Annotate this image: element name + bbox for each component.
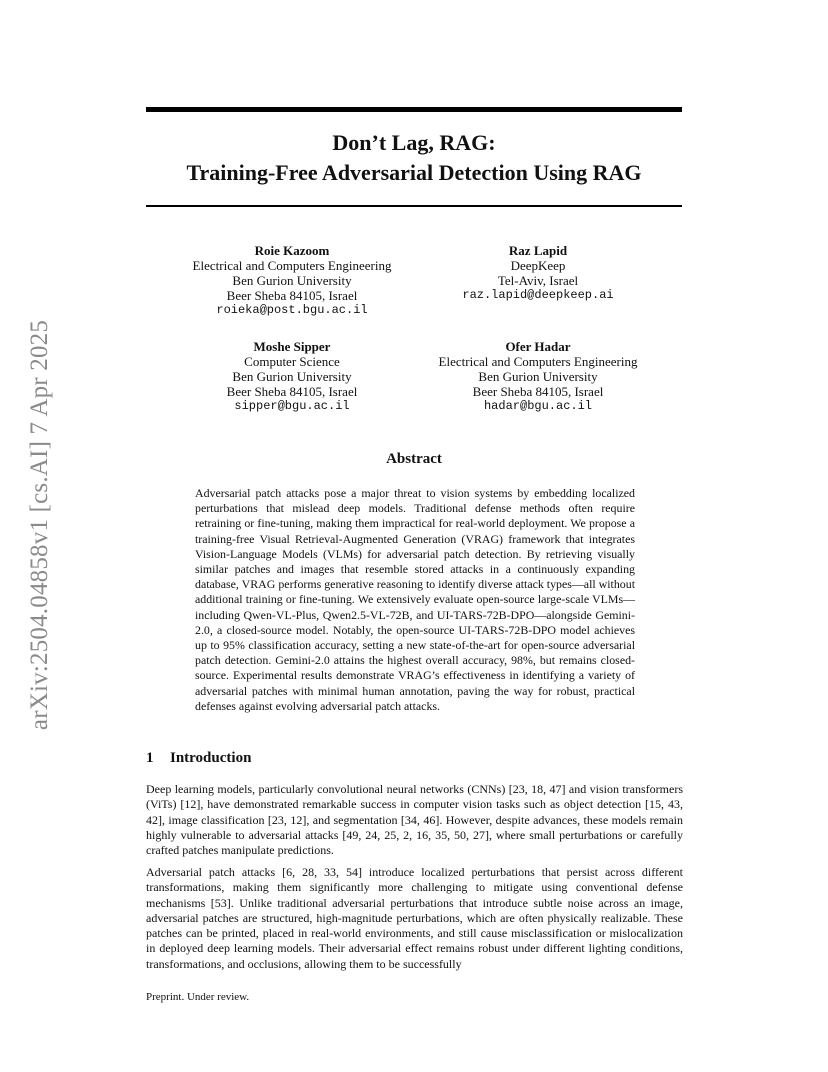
author-affiliation: DeepKeep	[510, 258, 566, 273]
abstract-body: Adversarial patch attacks pose a major threat to vision systems by embedding localized perturbations that mislead deep models. Traditional defense methods often require retraining or fine-tuning, making them impractical for real-world deployment. We propose a training-free Visual Retrieval-Augmented Generation (VRAG) framework that integrates Vision-Language Models (VLMs) for adversarial patch detection. By retrieving visually similar patches and images that resemble stored attacks in a continuously expanding database, VRAG performs generative reasoning to identify diverse attack types—all without additional training or fine-tuning. We extensively evaluate open-source large-scale VLMs—including Qwen-VL-Plus, Qwen2.5-VL-72B, and UI-TARS-72B-DPO—alongside Gemini-2.0, a closed-source model. Notably, the open-source UI-TARS-72B-DPO model achieves up to 95% classification accuracy, setting a new state-of-the-art for open-source adversarial patch detection. Gemini-2.0 attains the highest overall accuracy, 98%, but remains closed-source. Experimental results demonstrate VRAG’s effectiveness in identifying a variety of adversarial patches with minimal human annotation, paving the way for robust, practical defenses against evolving adversarial patch attacks.	[195, 486, 635, 713]
author-email: hadar@bgu.ac.il	[483, 399, 593, 413]
author-affiliation: Beer Sheba 84105, Israel	[226, 384, 358, 399]
author-name: Ofer Hadar	[505, 339, 571, 354]
author-block	[418, 243, 658, 303]
author-block	[418, 339, 658, 414]
abstract-heading: Abstract	[386, 451, 442, 467]
arxiv-stamp	[16, 300, 64, 750]
author-email: raz.lapid@deepkeep.ai	[462, 288, 614, 302]
author-email: sipper@bgu.ac.il	[234, 399, 350, 413]
page-footer: Preprint. Under review.	[146, 991, 250, 1003]
arxiv-stamp-text: arXiv:2504.04858v1 [cs.AI] 7 Apr 2025	[26, 319, 53, 731]
author-affiliation: Ben Gurion University	[232, 369, 352, 384]
section-title: Introduction	[170, 750, 252, 766]
author-affiliation: Electrical and Computers Engineering	[192, 258, 392, 273]
body-paragraph: Deep learning models, particularly convolutional neural networks (CNNs) [23, 18, 47] and vision transformers (ViTs) [12], have demonstrated remarkable success in computer vision tasks such as object detection [15, 43, 42], image classification [23, 12], and segmentation [34, 46]. However, despite advances, these models remain highly vulnerable to adversarial attacks [49, 24, 25, 2, 16, 35, 50, 27], where small perturbations or carefully crafted patches manipulate predictions.	[146, 782, 683, 858]
body-paragraph: Adversarial patch attacks [6, 28, 33, 54] introduce localized perturbations that persist across different transformations, making them significantly more challenging to mitigate using conventional defense mechanisms [53]. Unlike traditional adversarial perturbations that introduce subtle noise across an image, adversarial patches are structured, high-magnitude perturbations, which are often physically realizable. These patches can be printed, placed in real-world environments, and still cause misclassification or mislocalization in deployed deep learning models. Their adversarial effect remains robust under different lighting conditions, transformations, and occlusions, allowing them to be successfully	[146, 865, 683, 971]
author-affiliation: Beer Sheba 84105, Israel	[226, 288, 358, 303]
title-bottom-rule	[146, 205, 682, 207]
author-affiliation: Ben Gurion University	[478, 369, 598, 384]
paper-title-line-1: Don’t Lag, RAG:	[332, 130, 496, 155]
author-block	[170, 339, 414, 414]
author-name: Roie Kazoom	[254, 243, 330, 258]
author-affiliation: Ben Gurion University	[232, 273, 352, 288]
author-name: Raz Lapid	[508, 243, 568, 258]
section-number: 1	[146, 750, 154, 766]
title-top-rule	[146, 107, 682, 112]
author-affiliation: Tel-Aviv, Israel	[497, 273, 579, 288]
paper-title-line-2: Training-Free Adversarial Detection Using RAG	[186, 160, 642, 185]
author-email: roieka@post.bgu.ac.il	[216, 303, 368, 317]
section-heading	[146, 750, 251, 767]
author-affiliation: Electrical and Computers Engineering	[438, 354, 638, 369]
author-affiliation: Computer Science	[244, 354, 340, 369]
paper-title	[146, 128, 682, 188]
author-affiliation: Beer Sheba 84105, Israel	[472, 384, 604, 399]
author-name: Moshe Sipper	[253, 339, 331, 354]
author-block	[170, 243, 414, 318]
